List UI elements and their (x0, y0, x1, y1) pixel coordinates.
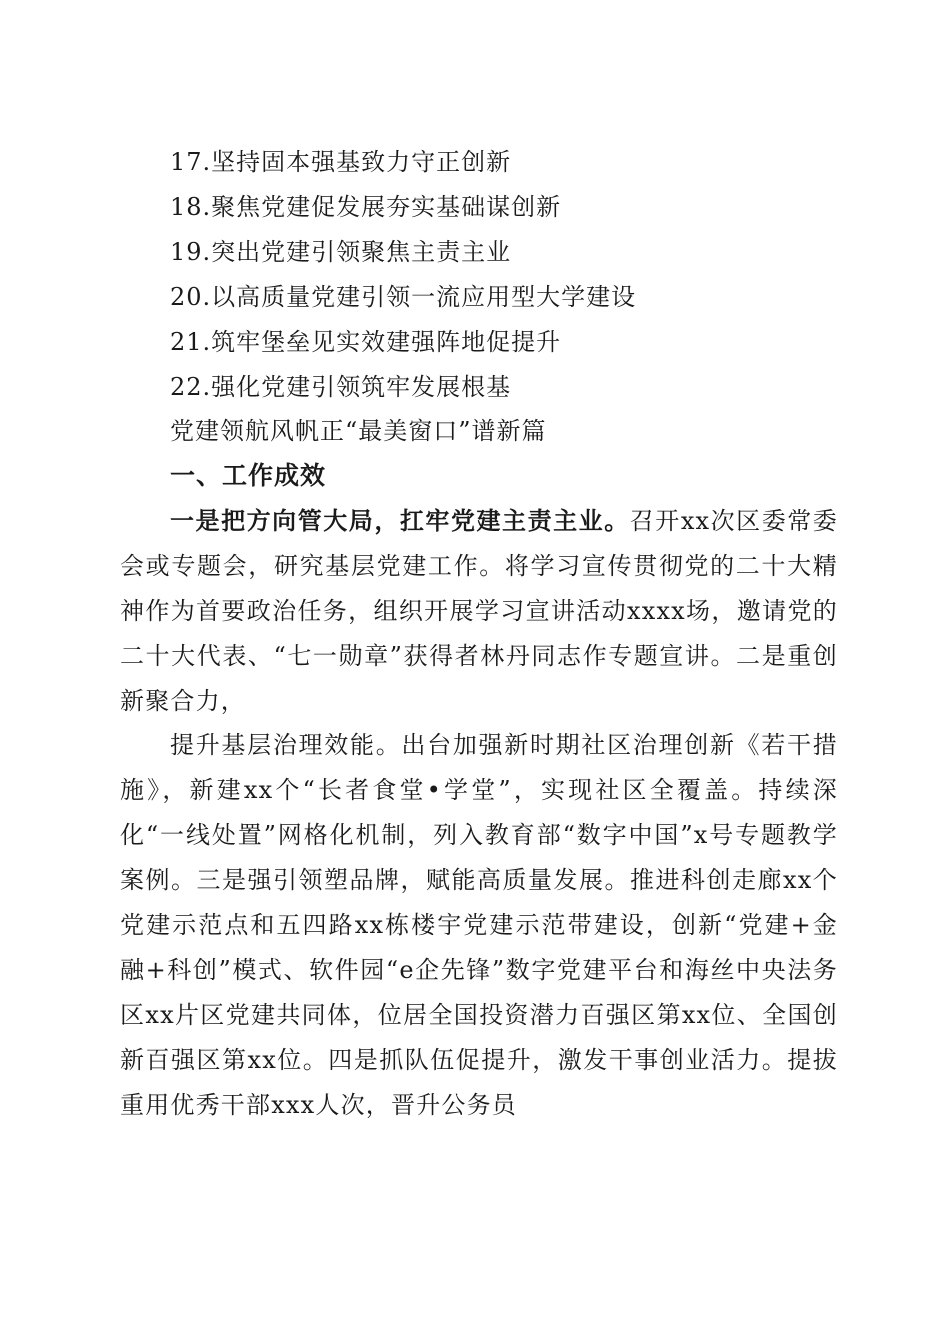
article-title: 党建领航风帆正“最美窗口”谱新篇 (170, 417, 547, 445)
paragraph-2: 提升基层治理效能。出台加强新时期社区治理创新《若干措施》，新建xx个“长者食堂•学堂”，实现社区全覆盖。持续深化“一线处置”网格化机制，列入教育部“数字中国”x号专题教学案例。三是强引领塑品牌，赋能高质量发展。推进科创走廊xx个党建示范点和五四路xx栋楼宇党建示范带建设，创新“党建+金融+科创”模式、软件园“e企先锋”数字党建平台和海丝中央法务区xx片区党建共同体，位居全国投资潜力百强区第xx位、全国创新百强区第xx位。四是抓队伍促提升，激发干事创业活力。提拔重用优秀干部xxx人次，晋升公务员 (120, 731, 838, 1119)
paragraph-1-body: 召开xx次区委常委会或专题会，研究基层党建工作。将学习宣传贯彻党的二十大精神作为首要政治任务，组织开展学习宣讲活动xxxx场，邀请党的二十大代表、“七一勋章”获得者林丹同志作专题宣讲。二是重创新聚合力， (120, 507, 838, 715)
list-item: 17.坚持固本强基致力守正创新 (170, 148, 512, 176)
section-heading: 一、工作成效 (170, 461, 327, 490)
list-item: 22.强化党建引领筑牢发展根基 (170, 373, 512, 401)
list-item: 18.聚焦党建促发展夯实基础谋创新 (170, 193, 562, 221)
list-item: 21.筑牢堡垒见实效建强阵地促提升 (170, 328, 562, 356)
paragraph-1-lead: 一是把方向管大局，扛牢党建主责主业。 (170, 506, 630, 535)
list-item: 19.突出党建引领聚焦主责主业 (170, 238, 512, 266)
paragraph-1 (120, 498, 838, 724)
list-item: 20.以高质量党建引领一流应用型大学建设 (170, 283, 637, 311)
